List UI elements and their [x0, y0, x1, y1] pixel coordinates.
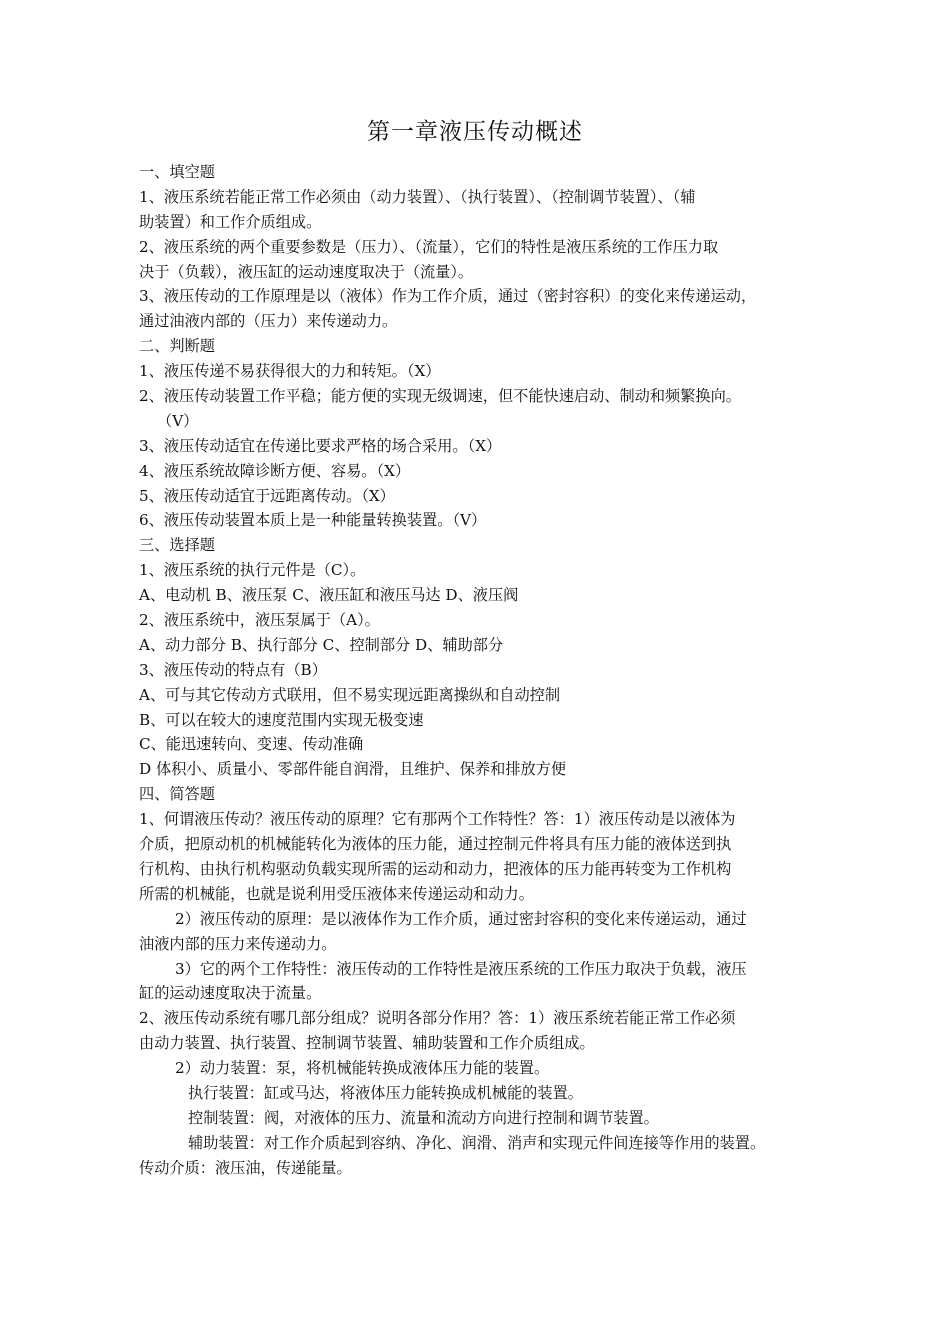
text-line: 行机构、由执行机构驱动负载实现所需的运动和动力，把液体的压力能再转变为工作机构 — [139, 859, 732, 878]
text-line: 2）液压传动的原理：是以液体作为工作介质，通过密封容积的变化来传递运动，通过 — [175, 909, 747, 928]
text-line: 3、液压传动的工作原理是以（液体）作为工作介质，通过（密封容积）的变化来传递运动， — [139, 287, 757, 306]
text-line: 控制装置：阀，对液体的压力、流量和流动方向进行控制和调节装置。 — [188, 1108, 659, 1127]
text-line: 2、液压系统的两个重要参数是（压力）、（流量），它们的特性是液压系统的工作压力取 — [139, 237, 719, 256]
text-line: 1、液压系统的执行元件是（C）。 — [139, 561, 366, 580]
page-title: 第一章液压传动概述 — [367, 119, 583, 145]
text-line: 2、液压系统中，液压泵属于（A）。 — [139, 611, 380, 630]
text-line: 1、何谓液压传动？液压传动的原理？它有那两个工作特性？答：1）液压传动是以液体为 — [139, 810, 736, 829]
text-line: 2、液压传动装置工作平稳；能方便的实现无级调速，但不能快速启动、制动和频繁换向。 — [139, 387, 741, 406]
text-line: B、可以在较大的速度范围内实现无极变速 — [139, 710, 424, 729]
text-line: 5、液压传动适宜于远距离传动。（X） — [139, 486, 395, 505]
text-line: 2、液压传动系统有哪几部分组成？说明各部分作用？答：1）液压系统若能正常工作必须 — [139, 1009, 736, 1028]
document-body — [139, 160, 839, 1181]
text-line: 四、简答题 — [139, 785, 215, 804]
text-line: 3、液压传动的特点有（B） — [139, 660, 327, 679]
text-line: 1、液压传递不易获得很大的力和转矩。（X） — [139, 362, 441, 381]
text-line: 缸的运动速度取决于流量。 — [139, 984, 322, 1003]
text-line: （V） — [157, 411, 199, 430]
text-line: 传动介质：液压油，传递能量。 — [139, 1158, 352, 1177]
text-line: C、能迅速转向、变速、传动准确 — [139, 735, 364, 754]
text-line: A、动力部分 B、执行部分 C、控制部分 D、辅助部分 — [139, 635, 504, 654]
text-line: A、电动机 B、液压泵 C、液压缸和液压马达 D、液压阀 — [139, 586, 519, 605]
text-line: 油液内部的压力来传递动力。 — [139, 934, 337, 953]
text-line: A、可与其它传动方式联用，但不易实现远距离操纵和自动控制 — [139, 685, 561, 704]
text-line: 一、填空题 — [139, 163, 215, 181]
text-line: 所需的机械能，也就是说利用受压液体来传递运动和动力。 — [139, 884, 534, 903]
text-line: 介质，把原动机的机械能转化为液体的压力能，通过控制元件将具有压力能的液体送到执 — [139, 835, 732, 854]
text-line: 3）它的两个工作特性：液压传动的工作特性是液压系统的工作压力取决于负载，液压 — [175, 959, 747, 978]
text-line: 通过油液内部的（压力）来传递动力。 — [139, 312, 398, 331]
text-line: 助装置）和工作介质组成。 — [139, 212, 322, 231]
text-line: 三、选择题 — [139, 536, 215, 555]
text-line: 1、液压系统若能正常工作必须由（动力装置）、（执行装置）、（控制调节装置）、（辅 — [139, 187, 696, 206]
text-line: 由动力装置、执行装置、控制调节装置、辅助装置和工作介质组成。 — [139, 1034, 595, 1053]
text-line: 辅助装置：对工作介质起到容纳、净化、润滑、消声和实现元件间连接等作用的装置。 — [188, 1133, 766, 1152]
text-line: 执行装置：缸或马达，将液体压力能转换成机械能的装置。 — [188, 1083, 583, 1102]
text-line: 二、判断题 — [139, 337, 215, 356]
text-line: 6、液压传动装置本质上是一种能量转换装置。（V） — [139, 511, 487, 530]
text-line: 决于（负载），液压缸的运动速度取决于（流量）。 — [139, 262, 474, 281]
text-line: 3、液压传动适宜在传递比要求严格的场合采用。（X） — [139, 436, 502, 455]
text-line: D 体积小、质量小、零部件能自润滑，且维护、保养和排放方便 — [139, 760, 567, 779]
text-line: 4、液压系统故障诊断方便、容易。（X） — [139, 461, 411, 480]
text-line: 2）动力装置：泵，将机械能转换成液体压力能的装置。 — [175, 1059, 550, 1078]
